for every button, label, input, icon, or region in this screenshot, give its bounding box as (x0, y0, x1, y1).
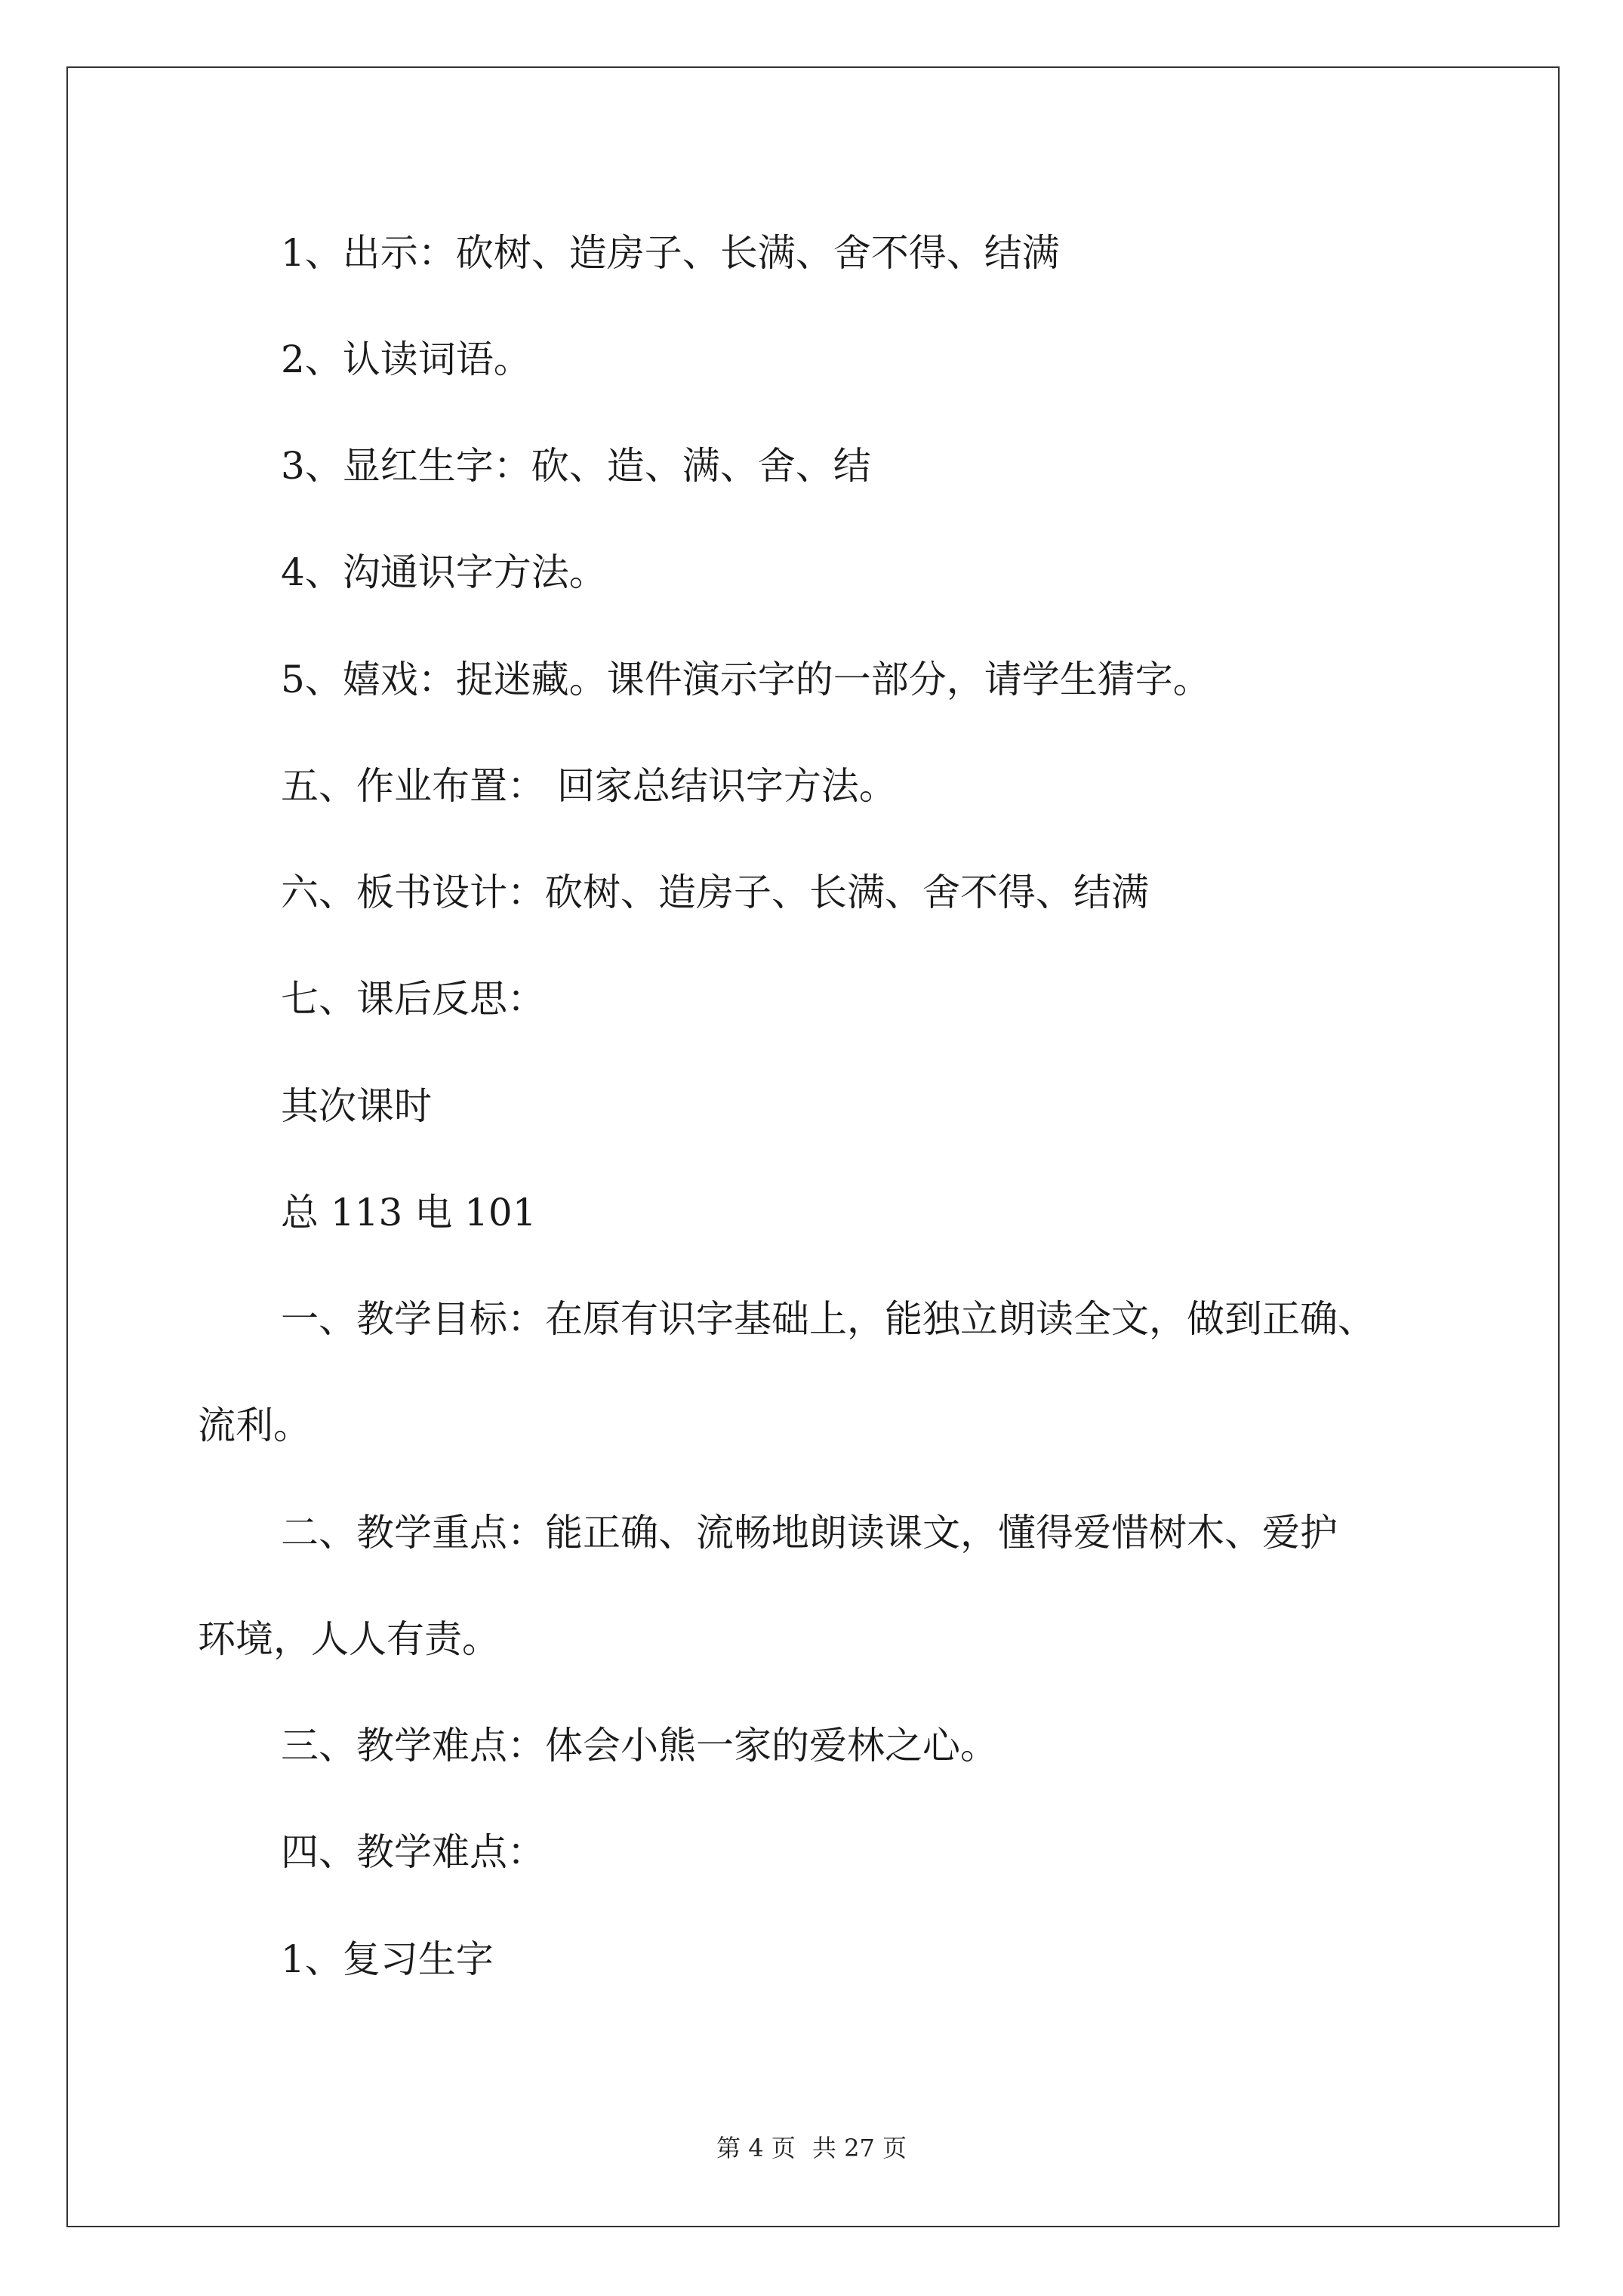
text-line: 二、教学重点：能正确、流畅地朗读课文，懂得爱惜树木、爱护 (281, 1511, 1338, 1555)
text-line: 三、教学难点：体会小熊一家的爱林之心。 (281, 1724, 998, 1767)
text-line: 3、显红生字：砍、造、满、舍、结 (281, 444, 871, 488)
text-line: 1、出示：砍树、造房子、长满、舍不得、结满 (281, 231, 1060, 275)
page-footer (0, 2133, 1623, 2163)
text-line: 七、课后反思： (281, 977, 545, 1021)
text-line: 5、嬉戏：捉迷藏。课件演示字的一部分，请学生猜字。 (281, 658, 1211, 701)
text-line: 四、教学难点： (281, 1830, 545, 1874)
page-total: 共 27 页 (812, 2134, 907, 2162)
section-heading: 其次课时 (281, 1084, 432, 1128)
text-line: 一、教学目标：在原有识字基础上，能独立朗读全文，做到正确、 (281, 1297, 1375, 1341)
page-number: 第 4 页 (716, 2134, 796, 2162)
text-line: 4、沟通识字方法。 (281, 550, 607, 594)
text-line: 环境，人人有责。 (198, 1617, 500, 1661)
text-line: 流利。 (198, 1404, 311, 1447)
text-line: 总 113 电 101 (281, 1191, 537, 1234)
text-line: 1、复习生字 (281, 1937, 494, 1981)
text-line: 五、作业布置： 回家总结识字方法。 (281, 764, 897, 808)
text-line: 六、板书设计：砍树、造房子、长满、舍不得、结满 (281, 871, 1149, 914)
text-line: 2、认读词语。 (281, 337, 531, 381)
page-frame (66, 66, 1560, 2227)
